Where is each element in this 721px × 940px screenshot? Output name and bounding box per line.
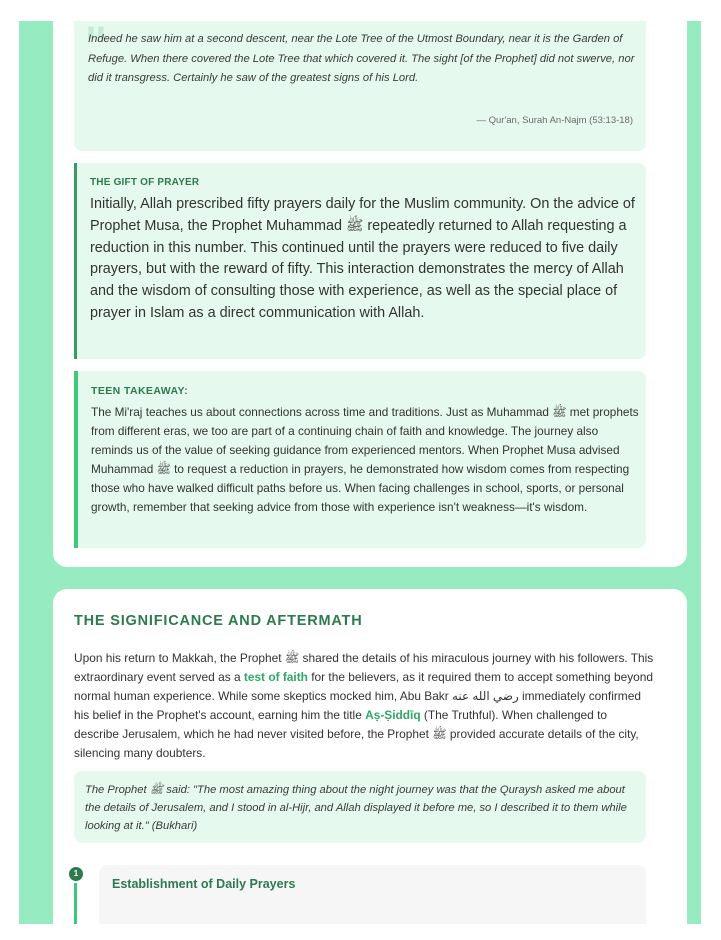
highlight-test-of-faith: test of faith — [243, 670, 308, 685]
gift-of-prayer-title: THE GIFT OF PRAYER — [90, 177, 200, 188]
teen-takeaway-text: The Mi'raj teaches us about connections across time and traditions. Just as Muhammad ﷺ met prophets from different eras, we too are part of a continuing chain of faith and knowledge. The journey also reminds us of the value of seeking guidance from experienced mentors. When Prophet Musa advised Muhammad ﷺ to request a reduction in prayers, he demonstrated how wisdom comes from respecting those who have walked difficult paths before us. When facing challenges in school, sports, or personal growth, remember that seeking advice from those with experience isn't weakness—it's wisdom. — [91, 405, 639, 515]
timeline-step-number: 1 — [67, 865, 85, 883]
hadith-quote-text: The Prophet ﷺ said: "The most amazing thing about the night journey was that the Quraysh asked me about the details of Jerusalem, and I stood in al-Hijr, and Allah displayed it before me, so I described it to them while looking at it." (Bukhari) — [85, 784, 627, 832]
quran-quote-citation: — Qur'an, Surah An-Najm (53:13-18) — [476, 115, 633, 126]
teen-takeaway-box — [74, 371, 646, 548]
timeline-step-card — [99, 865, 646, 924]
gift-of-prayer-box — [74, 163, 646, 359]
gift-of-prayer-text: Initially, Allah prescribed fifty prayers daily for the Muslim community. On the advice of Prophet Musa, the Prophet Muhammad ﷺ repeatedly returned to Allah requesting a reduction in this number. This continued until the prayers were reduced to five daily prayers, but with the reward of fifty. This interaction demonstrates the mercy of Allah and the wisdom of consulting those with experience, as well as the special place of prayer in Islam as a direct communication with Allah. — [90, 196, 635, 321]
quote-mark-icon: " — [84, 21, 108, 71]
page-background — [19, 21, 701, 924]
content-card-significance — [53, 589, 687, 924]
paragraph-text-3: (The Truthful). When challenged to describe Jerusalem, which he had never visited before, the Prophet ﷺ provided accurate details of the city, silencing many doubters. — [74, 708, 639, 761]
hadith-quote-block — [74, 771, 646, 843]
quran-quote-block — [74, 21, 646, 151]
paragraph-text-1: Upon his return to Makkah, the Prophet ﷺ shared the details of his miraculous journey with his followers. This extraordinary event served as a — [74, 651, 654, 685]
content-card-miraj — [53, 21, 687, 567]
significance-paragraph — [74, 649, 654, 764]
highlight-as-siddiq: Aṣ-Ṣiddīq — [365, 708, 421, 723]
section-title: THE SIGNIFICANCE AND AFTERMATH — [74, 613, 363, 629]
teen-takeaway-title: TEEN TAKEAWAY: — [91, 385, 188, 397]
paragraph-text-2: for the believers, as it required them to accept something beyond normal human experience. While some skeptics mocked him, Abu Bakr رضي الله عنه immediately confirmed his belief in the Prophet's account, earning him the title — [74, 670, 653, 723]
quran-quote-text: Indeed he saw him at a second descent, near the Lote Tree of the Utmost Boundary, near it is the Garden of Refuge. When there covered the Lote Tree that which covered it. The sight [of the Prophet] did not swerve, nor did it transgress. Certainly he saw of the greatest signs of his Lord. — [88, 33, 635, 84]
timeline-step-title: Establishment of Daily Prayers — [112, 877, 296, 891]
